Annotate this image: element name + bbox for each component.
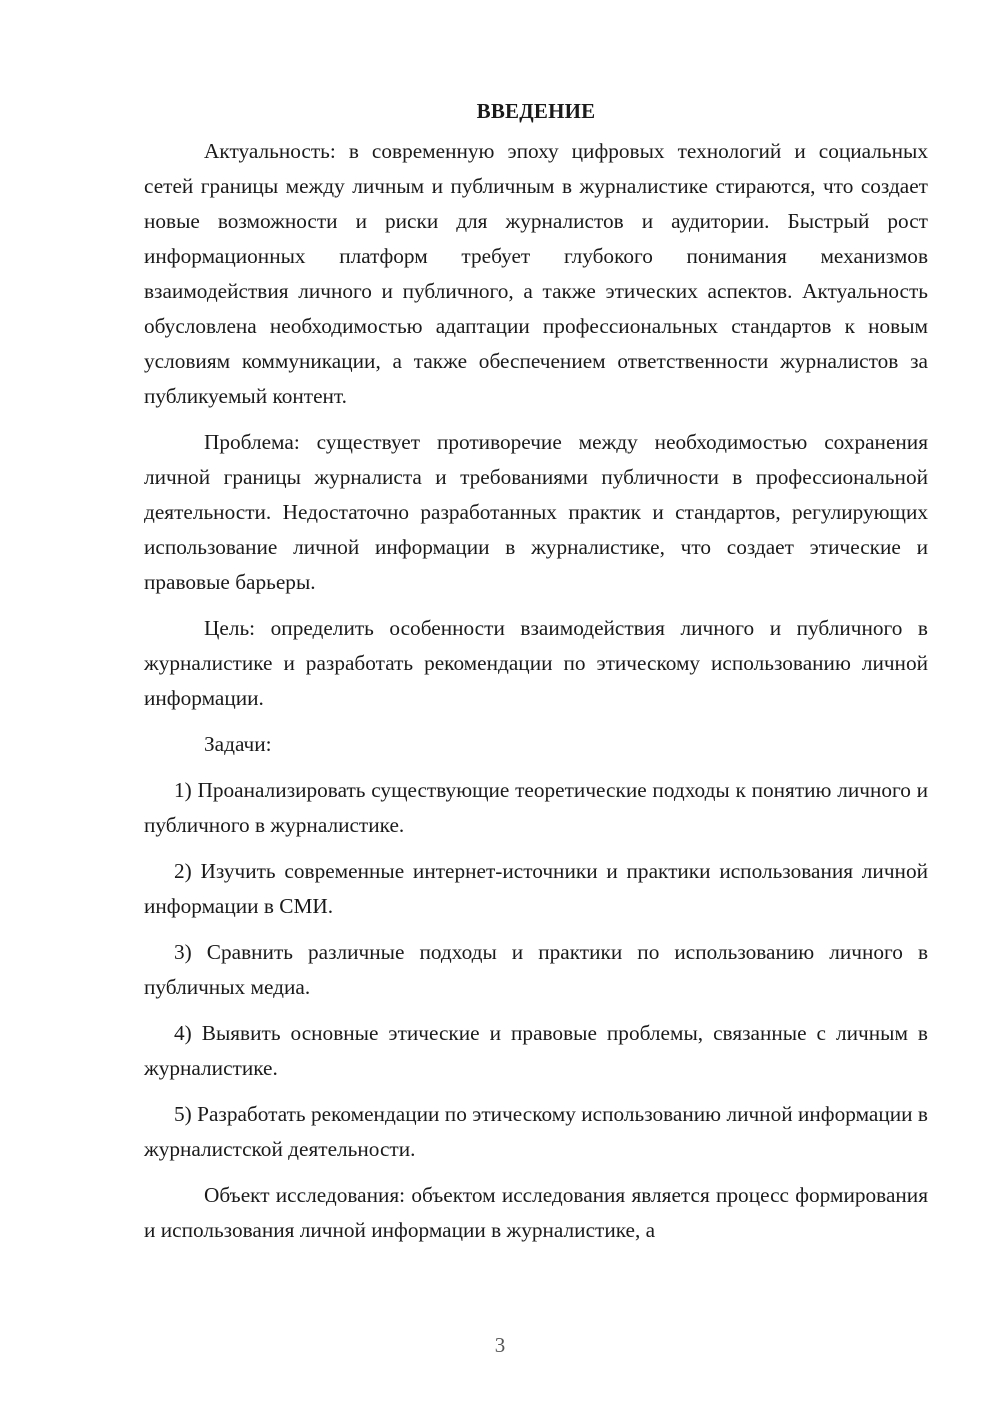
paragraph-problem: Проблема: существует противоречие между необходимостью сохранения личной границы журналиста и требованиями публичности в профессиональной деятельности. Недостаточно разработанных практик и стандартов, регулирующих использование личной информации в журналистике, что создает этические и правовые барьеры. xyxy=(144,430,928,594)
task-item-2: 2) Изучить современные интернет-источники и практики использования личной информации в СМИ. xyxy=(144,859,928,918)
page-number: 3 xyxy=(494,1333,506,1357)
tasks-heading: Задачи: xyxy=(204,732,272,756)
paragraph-object: Объект исследования: объектом исследования является процесс формирования и использования личной информации в журналистике, а xyxy=(144,1183,928,1242)
task-item-3: 3) Сравнить различные подходы и практики по использованию личного в публичных медиа. xyxy=(144,940,928,999)
task-item-5: 5) Разработать рекомендации по этическому использованию личной информации в журналистской деятельности. xyxy=(144,1102,928,1161)
paragraph-goal: Цель: определить особенности взаимодействия личного и публичного в журналистике и разработать рекомендации по этическому использованию личной информации. xyxy=(144,616,928,710)
paragraph-relevance: Актуальность: в современную эпоху цифровых технологий и социальных сетей границы между личным и публичным в журналистике стираются, что создает новые возможности и риски для журналистов и аудитории. Быстрый рост информационных платформ требует глубокого понимания механизмов взаимодействия личного и публичного, а также этических аспектов. Актуальность обусловлена необходимостью адаптации профессиональных стандартов к новым условиям коммуникации, а также обеспечением ответственности журналистов за публикуемый контент. xyxy=(144,139,928,408)
task-item-1: 1) Проанализировать существующие теоретические подходы к понятию личного и публичного в журналистике. xyxy=(144,778,928,837)
document-page xyxy=(144,96,928,1259)
document-title: ВВЕДЕНИЕ xyxy=(476,99,596,123)
task-item-4: 4) Выявить основные этические и правовые проблемы, связанные с личным в журналистике. xyxy=(144,1021,928,1080)
